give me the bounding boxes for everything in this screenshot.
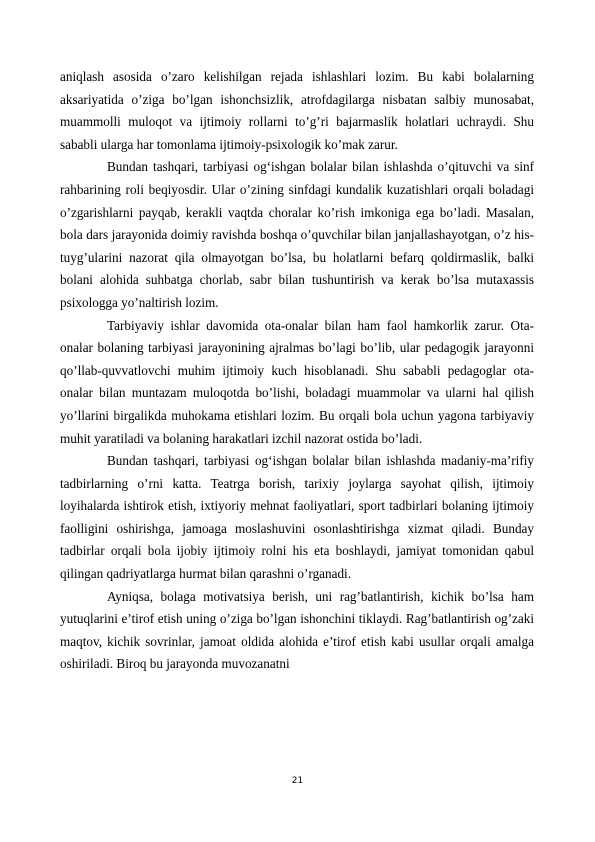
page-number: 21 bbox=[291, 776, 304, 786]
page-body bbox=[60, 66, 534, 676]
paragraph-continuation: aniqlash asosida o’zaro kelishilgan rejada ishlashlari lozim. Bu kabi bolalarning aksariyatida o’ziga bo’lgan ishonchsizlik, atrofdagilarga nisbatan salbiy munosabat, muammolli muloqot va ijtimoiy rollarni to’g’ri bajarmaslik holatlari uchraydi. Shu sababli ularga har tomonlama ijtimoiy-psixologik ko’mak zarur. bbox=[60, 69, 534, 152]
paragraph-motivation: Ayniqsa, bolaga motivatsiya berish, uni rag’batlantirish, kichik bo’lsa ham yutuqlarini e’tirof etish uning o’ziga bo’lgan ishonchini tiklaydi. Rag’batlantirish og’zaki maqtov, kichik sovrinlar, jamoat oldida alohida e’tirof etish kabi usullar orqali amalga oshiriladi. Biroq bu jarayonda muvozanatni bbox=[60, 588, 534, 672]
paragraph-parents-cooperation: Tarbiyaviy ishlar davomida ota-onalar bilan ham faol hamkorlik zarur. Ota-onalar bolaning tarbiyasi jarayonining ajralmas bo’lagi bo’lib, ular pedagogik jarayonni qo’llab-quvvatlovchi muhim ijtimoiy kuch hisoblanadi. Shu sababli pedagoglar ota-onalar bilan muntazam muloqotda bo’lishi, boladagi muammolar va ularni hal qilish yo’llarini birgalikda muhokama etishlari lozim. Bu orqali bola uchun yagona tarbiyaviy muhit yaratiladi va bolaning harakatlari izchil nazorat ostida bo’ladi. bbox=[60, 317, 534, 446]
paragraph-teacher-role: Bundan tashqari, tarbiyasi og‘ishgan bolalar bilan ishlashda o’qituvchi va sinf rahbarining roli beqiyosdir. Ular o’zining sinfdagi kundalik kuzatishlari orqali boladagi o’zgarishlarni payqab, kerakli vaqtda choralar ko’rish imkoniga ega bo’ladi. Masalan, bola dars jarayonida doimiy ravishda boshqa o’quvchilar bilan janjallashayotgan, o’z his-tuyg’ularini nazorat qila olmayotgan bo’lsa, bu holatlarni befarq qoldirmaslik, balki bolani alohida suhbatga chorlab, sabr bilan tushuntirish va kerak bo’lsa mutaxassis psixologga yo’naltirish lozim. bbox=[60, 159, 534, 310]
paragraph-cultural-events: Bundan tashqari, tarbiyasi og‘ishgan bolalar bilan ishlashda madaniy-ma’rifiy tadbirlarning o’rni katta. Teatrga borish, tarixiy joylarga sayohat qilish, ijtimoiy loyihalarda ishtirok etish, ixtiyoriy mehnat faoliyatlari, sport tadbirlari bolaning ijtimoiy faolligini oshirishga, jamoaga moslashuvini osonlashtirishga xizmat qiladi. Bunday tadbirlar orqali bola ijobiy ijtimoiy rolni his eta boshlaydi, jamiyat tomonidan qabul qilingan qadriyatlarga hurmat bilan qarashni o’rganadi. bbox=[60, 453, 534, 582]
